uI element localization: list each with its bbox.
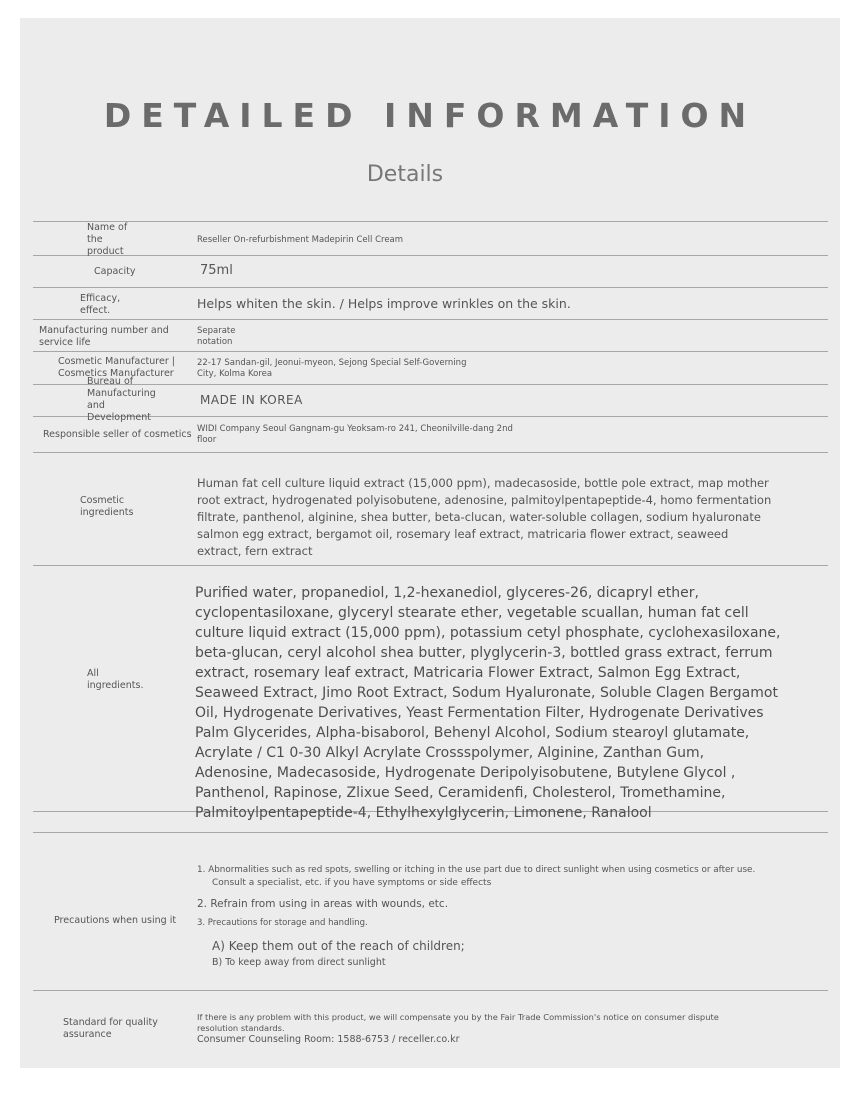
divider <box>33 255 828 256</box>
precautions-label: Precautions when using it <box>54 915 177 926</box>
divider <box>33 832 828 833</box>
product-name-value: Reseller On-refurbishment Madepirin Cell Cream <box>197 235 404 245</box>
divider <box>33 287 828 288</box>
precaution-item-1-sub: Consult a specialist, etc. if you have symptoms or side effects <box>212 878 492 888</box>
divider <box>33 351 828 352</box>
page-title: DETAILED INFORMATION <box>103 96 757 135</box>
seller-label: Responsible seller of cosmetics <box>43 429 192 440</box>
capacity-value: 75ml <box>200 263 233 278</box>
precaution-item-3b: B) To keep away from direct sunlight <box>212 957 386 968</box>
cosmetic-ingredients-label: Cosmetic ingredients <box>80 495 134 518</box>
bureau-label: Bureau of Manufacturing and Development <box>87 376 156 423</box>
divider <box>33 452 828 453</box>
precaution-item-2: 2. Refrain from using in areas with wounds, etc. <box>197 898 449 910</box>
page-subtitle: Details <box>366 162 444 187</box>
all-ingredients-label: All ingredients. <box>87 668 144 691</box>
quality-contact: Consumer Counseling Room: 1588-6753 / receller.co.kr <box>197 1034 460 1045</box>
divider <box>33 319 828 320</box>
quality-text: If there is any problem with this product, we will compensate you by the Fair Trade Commission's notice on consumer dispute resolution standards. <box>197 1012 719 1033</box>
efficacy-label: Efficacy, effect. <box>80 293 121 316</box>
all-ingredients-value: Purified water, propanediol, 1,2-hexanediol, glyceres-26, dicapryl ether, cyclopentasiloxane, glyceryl stearate ether, vegetable scuallan, human fat cell culture liquid extract (15,000 ppm), potassium cetyl phosphate, cyclohexasiloxane, beta-glucan, ceryl alcohol shea butter, plyglycerin-3, bottled grass extract, ferrum extract, rosemary leaf extract, Matricaria Flower Extract, Salmon Egg Extract, Seaweed Extract, Jimo Root Extract, Sodum Hyaluronate, Soluble Clagen Bergamot Oil, Hydrogenate Derivatives, Yeast Fermentation Filter, Hydrogenate Derivatives Palm Glycerides, Alpha-bisaborol, Behenyl Alcohol, Sodium stearoyl glutamate, Acrylate / C1 0-30 Alkyl Acrylate Crossspolymer, Alginine, Zanthan Gum, Adenosine, Madecasoside, Hydrogenate Deripolyisobutene, Butylene Glycol , Panthenol, Rapinose, Zlixue Seed, Ceramidenfi, Cholesterol, Tromethamine, Palmitoylpentapeptide-4, Ethylhexylglycerin, Limonene, Ranalool <box>195 585 781 821</box>
precaution-item-3a: A) Keep them out of the reach of children; <box>212 939 465 953</box>
product-name-label: Name of the product <box>87 222 128 257</box>
precaution-item-1: 1. Abnormalities such as red spots, swelling or itching in the use part due to direct sunlight when using cosmetics or after use. <box>197 865 756 875</box>
efficacy-value: Helps whiten the skin. / Helps improve wrinkles on the skin. <box>197 296 571 311</box>
manufacturer-value: 22-17 Sandan-gil, Jeonui-myeon, Sejong Special Self-Governing City, Kolma Korea <box>197 358 467 379</box>
manufacturer-label: Cosmetic Manufacturer | Cosmetics Manufacturer <box>58 356 175 379</box>
manufacturing-number-value: Separate notation <box>197 326 236 347</box>
divider <box>33 990 828 991</box>
cosmetic-ingredients-value: Human fat cell culture liquid extract (15,000 ppm), madecasoside, bottle pole extract, map mother root extract, hydrogenated polyisobutene, adenosine, palmitoylpentapeptide-4, homo fermentation filtrate, panthenol, alginine, shea butter, beta-clucan, water-soluble collagen, sodium hyaluronate salmon egg extract, bergamot oil, rosemary leaf extract, matricaria flower extract, seaweed extract, fern extract <box>197 476 772 558</box>
quality-label: Standard for quality assurance <box>63 1017 158 1040</box>
divider <box>33 565 828 566</box>
seller-value: WIDI Company Seoul Gangnam-gu Yeoksam-ro 241, Cheonilville-dang 2nd floor <box>197 424 513 445</box>
manufacturing-number-label: Manufacturing number and service life <box>39 325 169 348</box>
divider <box>33 221 828 222</box>
capacity-label: Capacity <box>94 266 136 277</box>
precaution-item-3: 3. Precautions for storage and handling. <box>197 918 368 928</box>
bureau-value: MADE IN KOREA <box>200 393 303 407</box>
